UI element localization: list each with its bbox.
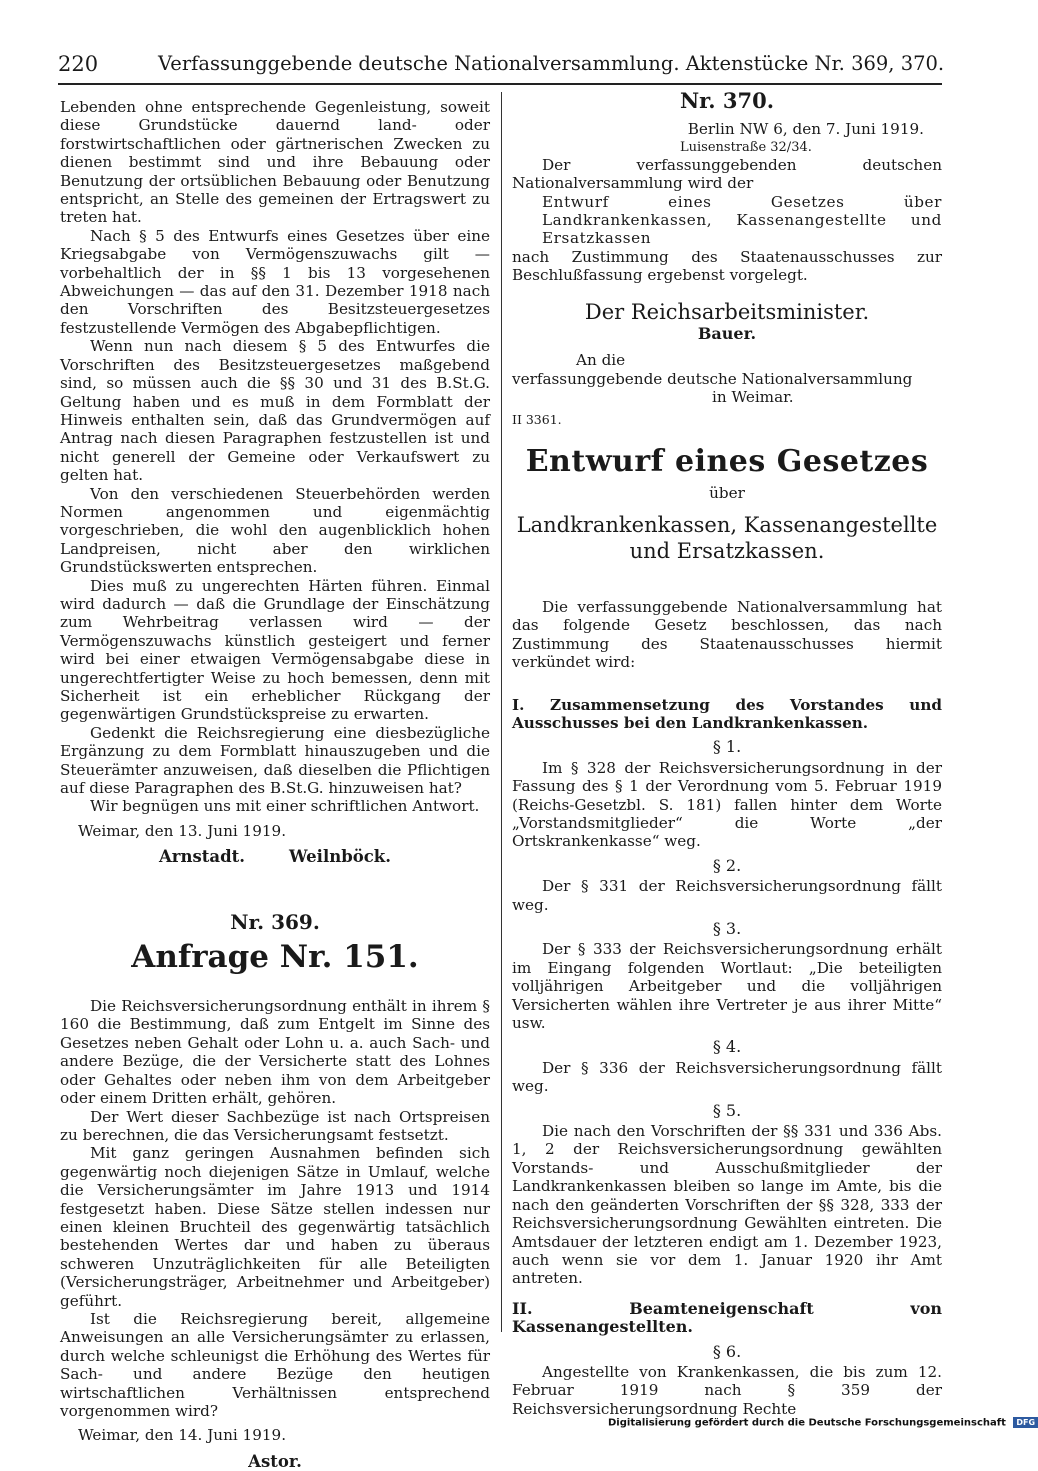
paragraph: Angestellte von Krankenkassen, die bis zum 12. Februar 1919 nach § 359 der Reichsversicherungsordnung Rechte — [512, 1362, 942, 1418]
place-date: Berlin NW 6, den 7. Juni 1919. — [687, 120, 924, 139]
credit-text: Digitalisierung gefördert durch die Deutsche Forschungsgemeinschaft — [608, 1417, 1006, 1429]
paragraph-number: § 2. — [712, 855, 742, 875]
paragraph: Mit ganz geringen Ausnahmen befinden sich gegenwärtig noch diejenigen Sätze in Umlauf, welche die Versicherungsämter im Jahre 1913 und 1914 festgesetzt haben. Diese Sätze stellen indessen nur einen kleinen Bruchteil des gegenwärtig tatsächlich bestehenden Wertes dar und haben zu überaus schweren Unzuträglichkeiten für alle Beteiligten (Versicherungsträger, Arbeitnehmer und Arbeitgeber) geführt. — [60, 1144, 490, 1310]
right-column — [512, 88, 942, 1418]
left-column — [60, 98, 490, 1471]
paragraph: Der § 333 der Reichsversicherungsordnung erhält im Eingang folgenden Wortlaut: „Die beteiligten volljährigen Arbeitgeber und die volljährigen Versicherten wählen ihre Vertreter je aus ihrer Mitte“ usw. — [512, 940, 942, 1033]
bill-title-inline: Entwurf eines Gesetzes über Landkrankenkassen, Kassenangestellte und Ersatzkassen — [542, 192, 942, 248]
paragraph: Der verfassunggebenden deutschen Nationalversammlung wird der — [512, 155, 942, 193]
paragraph: Der Wert dieser Sachbezüge ist nach Ortspreisen zu berechnen, die das Versicherungsamt festsetzt. — [60, 1107, 490, 1144]
dfg-logo: DFG — [1013, 1417, 1038, 1428]
preamble: Die verfassunggebende Nationalversammlung hat das folgende Gesetz beschlossen, das nach Zustimmung des Staatenausschusses hiermit verkündet wird: — [512, 597, 942, 672]
paragraph: Der § 336 der Reichsversicherungsordnung fällt weg. — [512, 1058, 942, 1096]
document-number: Nr. 369. — [230, 909, 320, 934]
paragraph: Wir begnügen uns mit einer schriftlichen Antwort. — [90, 797, 480, 816]
address-block — [512, 351, 942, 406]
paragraph: Wenn nun nach diesem § 5 des Entwurfes die Vorschriften des Besitzsteuergesetzes maßgebend sind, so müssen auch die §§ 30 und 31 des B.St.G. Geltung haben und es muß in dem Formblatt der Hinweis enthalten sein, daß das Grundvermögen auf Antrag nach diesen Paragraphen festzustellen ist und nicht generell der Gemeine oder Verkaufswert zu gelten hat. — [60, 337, 490, 485]
section-heading: II. Beamteneigenschaft von Kassenangestellten. — [512, 1298, 942, 1337]
running-title: Verfassunggebende deutsche Nationalversammlung. Aktenstücke Nr. 369, 370. — [158, 52, 945, 75]
paragraph: Lebenden ohne entsprechende Gegenleistung, soweit diese Grundstücke dauernd land- oder forstwirtschaftlichen oder gärtnerischen Zwecken zu dienen bestimmt sind und ihre Bebauung oder Benutzung der ortsüblichen Bebauung oder Benutzung entspricht, an Stelle des gemeinen der Ertragswert zu treten hat. — [60, 98, 490, 227]
column-divider — [501, 92, 502, 1332]
paragraph: nach Zustimmung des Staatenausschusses zur Beschlußfassung ergebenst vorgelegt. — [512, 247, 942, 285]
section-heading: I. Zusammensetzung des Vorstandes und Ausschusses bei den Landkrankenkassen. — [512, 695, 942, 732]
running-header — [58, 52, 945, 82]
document-number: Nr. 370. — [679, 88, 775, 113]
paragraph: Von den verschiedenen Steuerbehörden werden Normen angenommen und eigenmächtig vorgeschrieben, die wohl den augenblicklich hohen Landpreisen, nicht aber den wirklichen Grundstückswerten entsprechen. — [60, 484, 490, 577]
paragraph-number: § 6. — [712, 1341, 742, 1361]
paragraph: Die Reichsversicherungsordnung enthält in ihrem § 160 die Bestimmung, daß zum Entgelt im Sinne des Gesetzes neben Gehalt oder Lohn u. a. auch Sach- und andere Bezüge, die der Versicherte statt des Lohnes oder Gehaltes oder neben ihm von dem Arbeitgeber oder einem Dritten erhält, gehören. — [60, 997, 490, 1108]
paragraph-number: § 3. — [712, 919, 742, 938]
paragraph-number: § 4. — [712, 1037, 742, 1057]
paragraph: Die nach den Vorschriften der §§ 331 und 336 Abs. 1, 2 der Reichsversicherungsordnung gewählten Vorstands- und Ausschußmitglieder der Landkrankenkassen bleiben so lange im Amte, bis die nach den geänderten Vorschriften der §§ 328, 333 der Reichsversicherungsordnung Gewählten eintreten. Die Amtsdauer der letzteren endigt am 1. Dezember 1923, auch wenn sie vor dem 1. Januar 1920 ihr Amt antreten. — [512, 1122, 942, 1288]
paragraph: Der § 331 der Reichsversicherungsordnung fällt weg. — [512, 877, 942, 914]
date-line: Weimar, den 13. Juni 1919. — [78, 821, 287, 840]
date-line: Weimar, den 14. Juni 1919. — [78, 1426, 287, 1445]
signature-name: Arnstadt. — [159, 847, 245, 867]
address-line: verfassunggebende deutsche Nationalversammlung — [512, 369, 913, 388]
signature-name: Weilnböck. — [289, 847, 391, 867]
signature-name: Bauer. — [697, 324, 757, 344]
signatures — [60, 848, 490, 866]
inquiry-title: Anfrage Nr. 151. — [131, 939, 419, 976]
paragraph: Im § 328 der Reichsversicherungsordnung in der Fassung des § 1 der Verordnung vom 5. Februar 1919 (Reichs-Gesetzbl. S. 181) fallen hinter dem Worte „Vorstandsmitglieder“ die Worte „der Ortskrankenkasse“ weg. — [512, 758, 942, 851]
page-number: 220 — [58, 52, 99, 76]
paragraph-number: § 5. — [712, 1100, 742, 1120]
paragraph: Dies muß zu ungerechten Härten führen. Einmal wird dadurch — daß die Grundlage der Einschätzung zum Wehrbeitrag verlassen wird — der Vermögenszuwachs künstlich gesteigert und ferner wird bei einer etwaigen Vermögensabgabe diese in ungerechtfertigter Weise zu hoch bemessen, denn mit Sicherheit ist ein erheblicher Rückgang der gegenwärtigen Grundstückspreise zu erwarten. — [60, 576, 490, 724]
paragraph-number: § 1. — [712, 737, 742, 757]
street-address: Luisenstraße 32/34. — [680, 139, 812, 155]
reference-number: II 3361. — [512, 411, 562, 427]
bill-subtitle: Landkrankenkassen, Kassenangestellte und Ersatzkassen. — [516, 512, 938, 563]
signatures — [60, 1453, 490, 1471]
paragraph: Gedenkt die Reichsregierung eine diesbezügliche Ergänzung zu dem Formblatt hinauszugeben und die Steuerämter anzuweisen, daß dieselben die Pflichtigen auf diese Paragraphen des B.St.G. hinzuweisen hat? — [60, 723, 490, 798]
signature-name: Astor. — [248, 1451, 302, 1471]
paragraph: Nach § 5 des Entwurfs eines Gesetzes über eine Kriegsabgabe von Vermögenszuwachs gilt — vorbehaltlich der in §§ 1 bis 13 vorgesehenen Abweichungen — das auf den 31. Dezember 1918 nach den Vorschriften des Besitzsteuergesetzes festzustellende Vermögen des Abgabepflichtigen. — [60, 226, 490, 337]
bill-title-connector: über — [709, 483, 745, 502]
bill-title: Entwurf eines Gesetzes — [525, 444, 929, 480]
paragraph: Ist die Reichsregierung bereit, allgemeine Anweisungen an alle Versicherungsämter zu erlassen, durch welche schleunigst die Erhöhung des Wertes für Sach- und andere Bezüge den heutigen wirtschaftlichen Verhältnissen entsprechend vorgenommen wird? — [60, 1309, 490, 1420]
digitization-credit — [608, 1417, 1038, 1429]
header-rule — [58, 83, 942, 85]
minister-title: Der Reichsarbeitsminister. — [584, 299, 870, 324]
address-line: An die — [576, 351, 626, 370]
address-line: in Weimar. — [712, 388, 794, 407]
